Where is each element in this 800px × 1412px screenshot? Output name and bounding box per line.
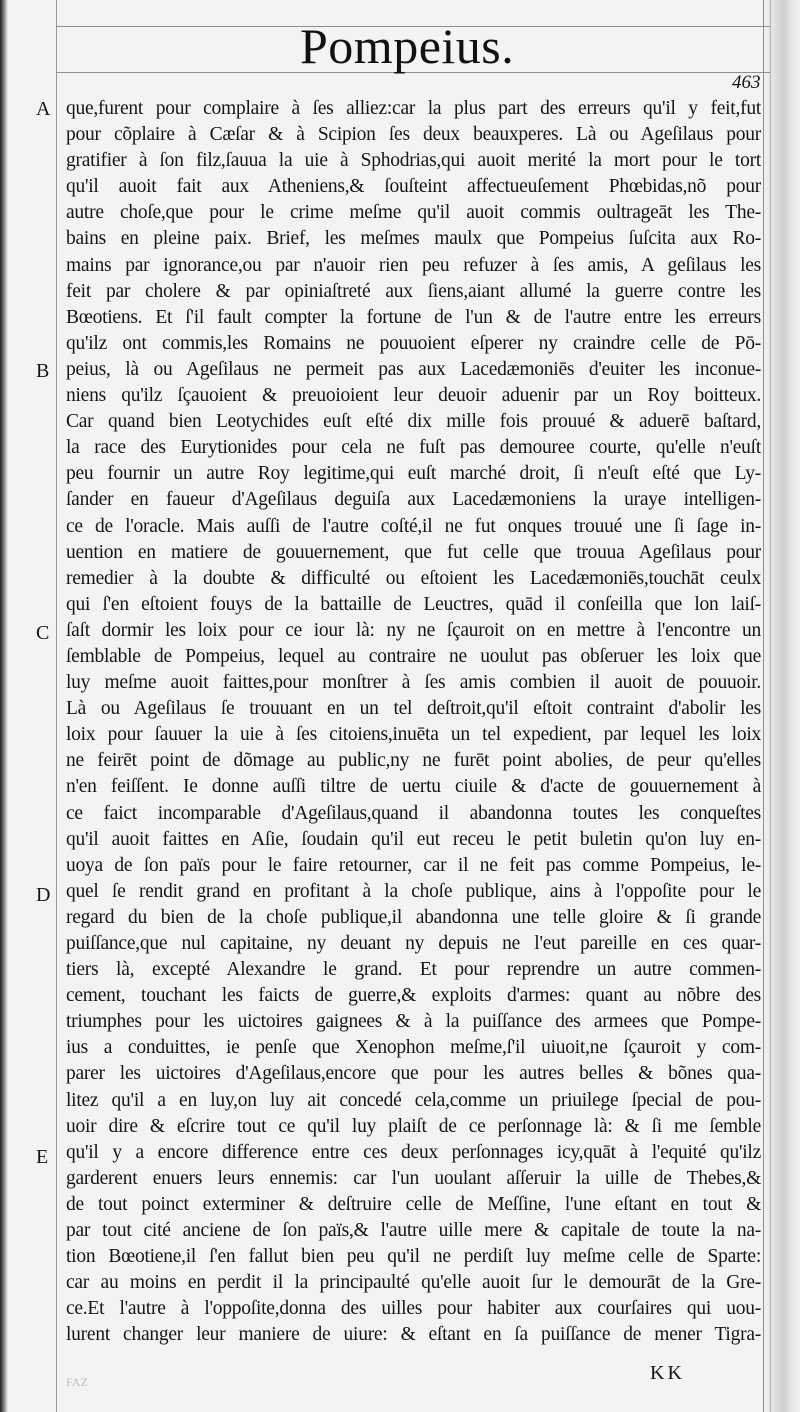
text-line: loix pour ſauuer la uie à ſes citoiens,inuēta un tel expedient, par lequel les loix <box>66 724 761 746</box>
body-text <box>66 96 761 1349</box>
text-line: lurent changer leur maniere de uiure: & eſtant en ſa puiſſance de mener Tigra- <box>66 1324 761 1346</box>
text-line: n'en feiſſent. Ie donne auſſi tiltre de uertu ciuile & d'acte de gouuernement à <box>66 776 761 798</box>
text-line: pour cõplaire à Cæſar & à Scipion ſes deux beauxperes. Là ou Ageſilaus pour <box>66 124 761 146</box>
margin-marker-c: C <box>36 622 50 644</box>
text-line: triumphes pour les uictoires gaignees & à la puiſſance des armees que Pompe- <box>66 1011 761 1033</box>
text-line: gratifier à ſon filz,ſauua la uie à Sphodrias,qui auoit merité la mort pour le tort <box>66 150 761 172</box>
text-line: luy meſme auoit faittes,pour monſtrer à ſes amis combien il auoit de pouuoir. <box>66 672 761 694</box>
text-line: bains en pleine paix. Brief, les meſmes maulx que Pompeius ſuſcita aux Ro- <box>66 228 761 250</box>
text-line: remedier à la doubte & difficulté ou eſtoient les Lacedæmoniēs,touchāt ceulx <box>66 567 761 589</box>
text-line: parer les uictoires d'Ageſilaus,encore que pour les autres belles & bõnes qua- <box>66 1063 761 1085</box>
text-line: ſemblable de Pompeius, lequel au contraire ne uoulut pas obſeruer les loix que <box>66 645 761 667</box>
text-line: de tout poinct exterminer & deſtruire celle de Meſſine, l'une eſtant en tout & <box>66 1193 761 1215</box>
text-line: qu'ilz ont commis,les Romains ne pouuoient eſperer ny craindre celle de Pō- <box>66 332 761 354</box>
text-line: puiſſance,que nul capitaine, ny deuant ny depuis ne l'eut pareille en ces quar- <box>66 933 761 954</box>
page-number: 463 <box>732 72 761 93</box>
text-line: feit par cholere & par opiniaſtreté aux ſiens,aiant allumé la guerre contre les <box>66 280 761 302</box>
text-line: litez qu'il a en luy,on luy ait concedé cela,comme un priuilege ſpecial de pou- <box>66 1089 761 1111</box>
text-line: quel ſe rendit grand en profitant à la choſe publique, ains à l'oppoſite pour le <box>66 880 761 902</box>
text-line: ce de l'oracle. Mais auſſi de l'autre coſté,il ne fut onques trouué une ſi ſage in- <box>66 515 761 537</box>
text-line: ne feirēt point de dõmage au public,ny ne furēt point abolies, de peur qu'elles <box>66 750 761 772</box>
text-line: par tout cité anciene de ſon païs,& l'autre uille mere & capitale de toute la na- <box>66 1220 761 1242</box>
text-line: uention en matiere de gouuernement, que fut celle que trouua Ageſilaus pour <box>66 541 761 563</box>
text-line: qu'il y a encore difference entre ces deux perſonnages icy,quāt à l'equité qu'ilz <box>66 1141 761 1163</box>
text-line: peius, là ou Ageſilaus ne permeit pas aux Lacedæmoniēs d'euiter les inconue- <box>66 358 761 380</box>
margin-marker-e: E <box>36 1146 49 1168</box>
right-rule-outer <box>770 0 771 1412</box>
text-line: mains par ignorance,ou par n'auoir rien peu refuzer à ſes amis, A geſilaus les <box>66 254 761 276</box>
text-line: car au moins en perdit il la principaulté qu'elle auoit ſur le demourāt de la Gre- <box>66 1272 761 1294</box>
text-line: cement, touchant les faicts de guerre,& exploits d'armes: quant au nõbre des <box>66 985 761 1007</box>
text-line: ſaſt dormir les loix pour ce iour là: ny ne ſçauroit on en mettre à l'encontre un <box>66 619 761 641</box>
text-line: Là ou Ageſilaus ſe trouuant en un tel deſtroit,qu'il eſtoit contraint d'abolir les <box>66 698 761 720</box>
margin-marker-d: D <box>36 884 51 906</box>
text-line: tiers là, excepté Alexandre le grand. Et pour reprendre un autre commen- <box>66 959 761 981</box>
signature-mark: KK <box>650 1362 685 1384</box>
text-line: la race des Eurytionides pour cela ne fuſt pas demouree courte, qu'elle n'euſt <box>66 437 761 459</box>
page-gutter-shadow <box>0 0 8 1412</box>
text-line: ce faict incomparable d'Ageſilaus,quand il abandonna toutes les conqueſtes <box>66 802 761 824</box>
text-line: qui ſ'en eſtoient fouys de la battaille de Leuctres, quād il conſeilla que lon laiſ- <box>66 593 761 615</box>
text-line: autre choſe,que pour le crime meſme qu'il auoit commis oultrageāt les The- <box>66 202 761 224</box>
page-fore-edge <box>762 0 800 1412</box>
library-stamp: FAZ <box>66 1375 88 1389</box>
margin-marker-b: B <box>36 360 50 382</box>
text-line: garderent enuers leurs ennemis: car l'un uoulant aſſeruir la uille de Thebes,& <box>66 1167 761 1189</box>
text-line: qu'il auoit fait aux Atheniens,& ſouſteint affectueuſement Phœbidas,nõ pour <box>66 176 761 198</box>
text-line: Car quand bien Leotychides euſt eſté dix mille fois prouué & aduerē baſtard, <box>66 411 761 433</box>
left-rule <box>56 0 57 1412</box>
text-line: ius a conduittes, ie penſe que Xenophon meſme,ſ'il uiuoit,ne ſçauroit y com- <box>66 1037 761 1059</box>
text-line: Bœotiens. Et ſ'il fault compter la fortune de l'un & de l'autre entre les erreurs <box>66 306 761 328</box>
right-rule-inner <box>763 0 764 1412</box>
text-line: que,furent pour complaire à ſes alliez:car la plus part des erreurs qu'il y feit,fut <box>66 98 761 119</box>
text-line: ce.Et l'autre à l'oppoſite,donna des uilles pour habiter aux courſaires qui uou- <box>66 1298 761 1320</box>
text-line: uoir dire & eſcrire tout ce qu'il luy plaiſt de ce perſonnage là: & ſi me ſemble <box>66 1115 761 1137</box>
margin-marker-a: A <box>36 98 51 120</box>
text-line: uoya de ſon païs pour le faire retourner, car il ne feit pas comme Pompeius, le- <box>66 854 761 876</box>
text-line: qu'il auoit faittes en Aſie, ſoudain qu'il eut receu le petit buletin qu'on luy en- <box>66 828 761 850</box>
text-line: niens qu'ilz ſçauoient & preuoioient leur deuoir aduenir par un Roy boitteux. <box>66 385 761 407</box>
text-line: peu fournir un autre Roy legitime,qui euſt marché droit, ſi n'euſt eſté que Ly- <box>66 463 761 485</box>
text-line: ſander en faueur d'Ageſilaus deguiſa aux Lacedæmoniens la uraye intelligen- <box>66 489 761 511</box>
running-head: Pompeius. <box>300 18 515 74</box>
text-line: regard du bien de la choſe publique,il abandonna une telle gloire & ſi grande <box>66 906 761 928</box>
text-line: tion Bœotiene,il ſ'en fallut bien peu qu'il ne perdiſt luy meſme celle de Sparte: <box>66 1246 761 1268</box>
